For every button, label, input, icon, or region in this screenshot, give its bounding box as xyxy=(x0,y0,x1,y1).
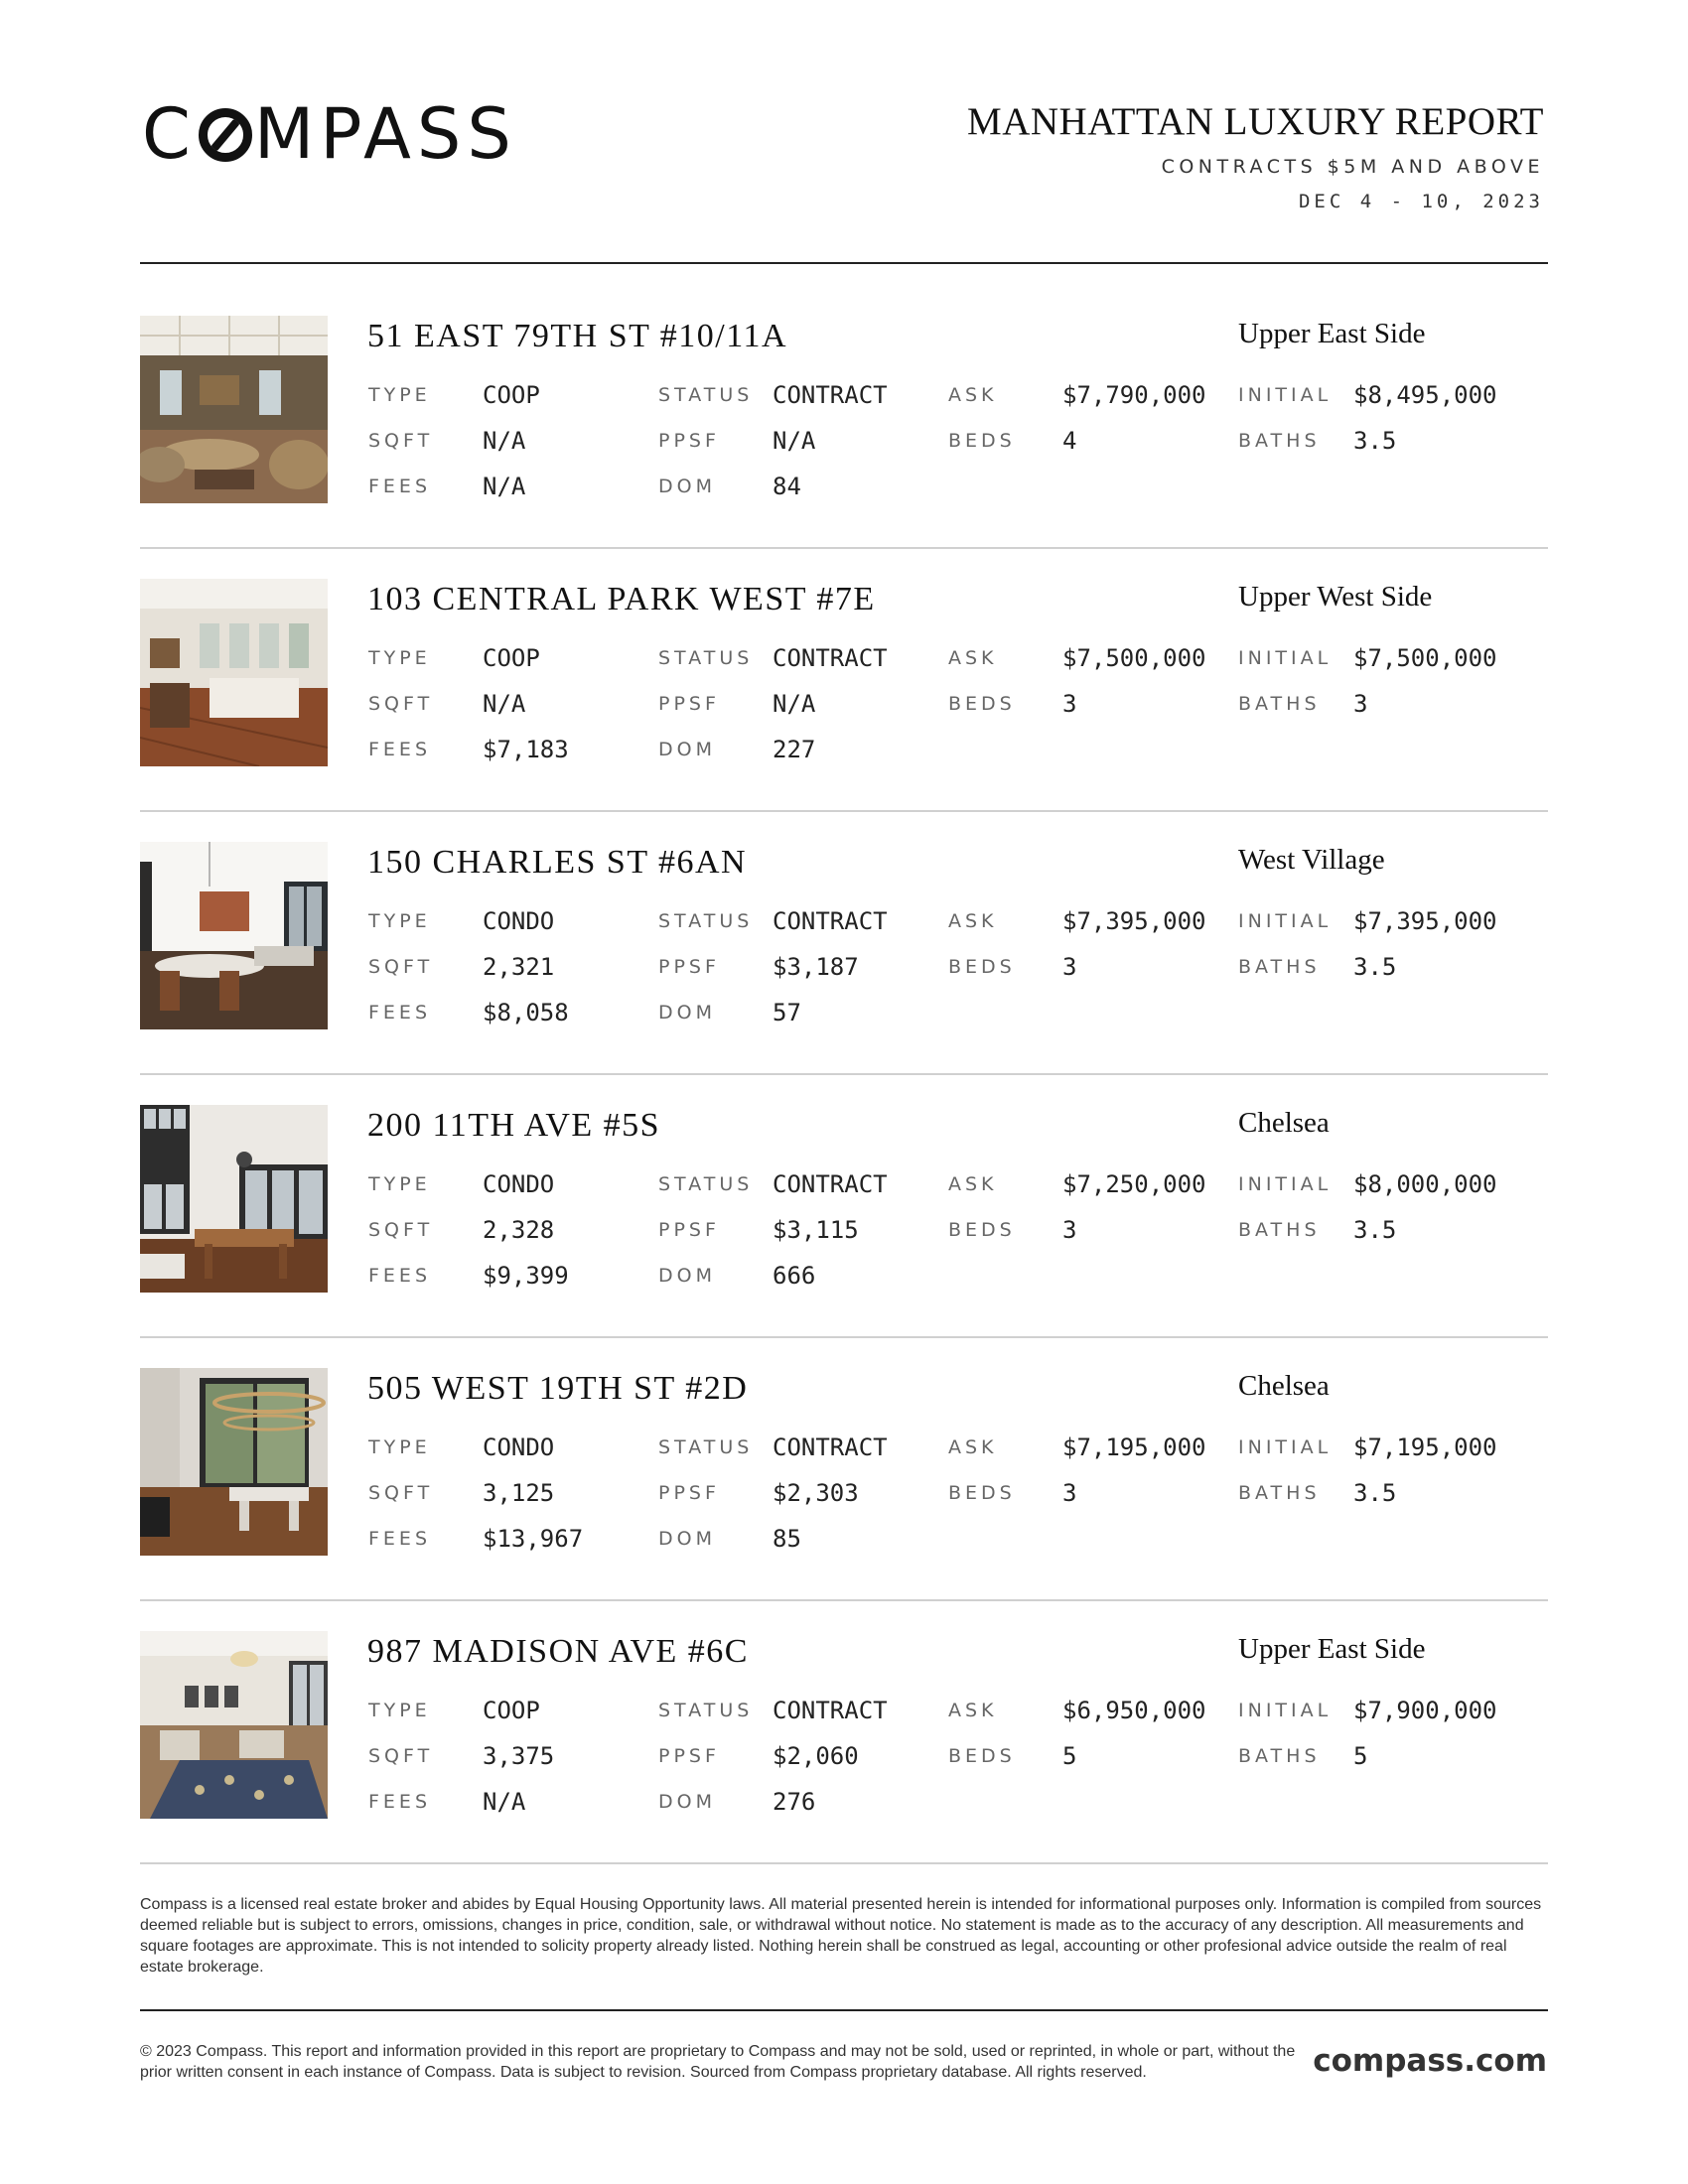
baths-value: 3.5 xyxy=(1353,427,1397,455)
type-label: TYPE xyxy=(368,1173,431,1195)
ask-label: ASK xyxy=(948,384,998,406)
ppsf-label: PPSF xyxy=(658,956,720,978)
fees-value: $8,058 xyxy=(483,999,569,1026)
ask-value: $7,500,000 xyxy=(1062,644,1206,672)
beds-value: 3 xyxy=(1062,1216,1077,1244)
listing-address: 103 CENTRAL PARK WEST #7E xyxy=(367,581,876,617)
sqft-label: SQFT xyxy=(368,1482,434,1504)
status-label: STATUS xyxy=(658,910,754,932)
sqft-label: SQFT xyxy=(368,956,434,978)
fees-label: FEES xyxy=(368,1002,431,1024)
ppsf-value: N/A xyxy=(773,690,816,718)
ppsf-label: PPSF xyxy=(658,1745,720,1767)
baths-value: 3.5 xyxy=(1353,1479,1397,1507)
listing-photo xyxy=(140,1105,328,1293)
beds-label: BEDS xyxy=(948,1745,1016,1767)
status-value: CONTRACT xyxy=(773,907,888,935)
beds-value: 3 xyxy=(1062,1479,1077,1507)
listing-address: 150 CHARLES ST #6AN xyxy=(367,844,748,881)
ask-label: ASK xyxy=(948,1173,998,1195)
dom-label: DOM xyxy=(658,739,716,760)
dom-value: 276 xyxy=(773,1788,816,1816)
fees-label: FEES xyxy=(368,739,431,760)
baths-label: BATHS xyxy=(1238,956,1321,978)
sqft-value: N/A xyxy=(483,427,526,455)
initial-label: INITIAL xyxy=(1238,647,1333,669)
sqft-label: SQFT xyxy=(368,693,434,715)
listing-photo xyxy=(140,842,328,1029)
sqft-value: 3,375 xyxy=(483,1742,555,1770)
sqft-value: 2,321 xyxy=(483,953,555,981)
initial-label: INITIAL xyxy=(1238,384,1333,406)
fees-value: $13,967 xyxy=(483,1525,584,1553)
copyright-text: © 2023 Compass. This report and information provided in this report are proprietary to Compass and may not be sold, used or reprinted, in whole or part, without the prior written consent in each instance of Compass. Data is subject to revision. Sourced from Compass proprietary database. All rights reserved. xyxy=(140,2043,1296,2081)
sqft-value: 2,328 xyxy=(483,1216,555,1244)
listing-card xyxy=(140,579,1548,767)
initial-value: $7,195,000 xyxy=(1353,1433,1497,1461)
fees-value: N/A xyxy=(483,1788,526,1816)
ask-label: ASK xyxy=(948,647,998,669)
listing-card xyxy=(140,1631,1548,1820)
listing-card xyxy=(140,316,1548,504)
status-value: CONTRACT xyxy=(773,644,888,672)
listing-neighborhood: Upper East Side xyxy=(1238,1633,1426,1665)
beds-label: BEDS xyxy=(948,1482,1016,1504)
baths-value: 3.5 xyxy=(1353,953,1397,981)
listing-neighborhood: Upper East Side xyxy=(1238,318,1426,349)
initial-value: $7,500,000 xyxy=(1353,644,1497,672)
ppsf-label: PPSF xyxy=(658,430,720,452)
ppsf-label: PPSF xyxy=(658,1482,720,1504)
beds-label: BEDS xyxy=(948,693,1016,715)
ask-label: ASK xyxy=(948,1700,998,1721)
type-value: COOP xyxy=(483,1697,540,1724)
initial-label: INITIAL xyxy=(1238,910,1333,932)
fees-label: FEES xyxy=(368,1528,431,1550)
type-label: TYPE xyxy=(368,1436,431,1458)
dom-label: DOM xyxy=(658,1002,716,1024)
fees-value: $9,399 xyxy=(483,1262,569,1290)
ppsf-value: $2,303 xyxy=(773,1479,859,1507)
type-value: CONDO xyxy=(483,907,555,935)
beds-value: 3 xyxy=(1062,953,1077,981)
baths-label: BATHS xyxy=(1238,1482,1321,1504)
initial-value: $7,395,000 xyxy=(1353,907,1497,935)
ppsf-label: PPSF xyxy=(658,1219,720,1241)
initial-value: $7,900,000 xyxy=(1353,1697,1497,1724)
listing-divider xyxy=(140,810,1548,812)
footer-divider xyxy=(140,2009,1548,2011)
dom-value: 57 xyxy=(773,999,801,1026)
dom-label: DOM xyxy=(658,1265,716,1287)
compass-logo-o-icon xyxy=(199,108,252,162)
dom-value: 85 xyxy=(773,1525,801,1553)
listing-photo xyxy=(140,1368,328,1556)
ask-value: $7,250,000 xyxy=(1062,1170,1206,1198)
status-label: STATUS xyxy=(658,1436,754,1458)
baths-value: 5 xyxy=(1353,1742,1368,1770)
dom-label: DOM xyxy=(658,1791,716,1813)
type-value: COOP xyxy=(483,381,540,409)
listing-card xyxy=(140,1368,1548,1557)
initial-label: INITIAL xyxy=(1238,1700,1333,1721)
type-label: TYPE xyxy=(368,647,431,669)
initial-value: $8,495,000 xyxy=(1353,381,1497,409)
listing-address: 51 EAST 79TH ST #10/11A xyxy=(367,318,788,354)
baths-value: 3 xyxy=(1353,690,1368,718)
listing-card xyxy=(140,842,1548,1030)
ask-value: $6,950,000 xyxy=(1062,1697,1206,1724)
listing-photo xyxy=(140,579,328,766)
website-link[interactable]: compass.com xyxy=(1313,2043,1547,2079)
dom-value: 84 xyxy=(773,473,801,500)
status-label: STATUS xyxy=(658,384,754,406)
ppsf-value: N/A xyxy=(773,427,816,455)
type-value: CONDO xyxy=(483,1170,555,1198)
type-label: TYPE xyxy=(368,1700,431,1721)
listing-photo xyxy=(140,316,328,503)
sqft-value: 3,125 xyxy=(483,1479,555,1507)
listing-neighborhood: Chelsea xyxy=(1238,1107,1330,1139)
fees-label: FEES xyxy=(368,1265,431,1287)
status-label: STATUS xyxy=(658,1700,754,1721)
report-subtitle: CONTRACTS $5M AND ABOVE xyxy=(1161,156,1544,178)
status-label: STATUS xyxy=(658,1173,754,1195)
listing-divider xyxy=(140,1599,1548,1601)
type-value: COOP xyxy=(483,644,540,672)
listing-address: 200 11TH AVE #5S xyxy=(367,1107,661,1144)
sqft-label: SQFT xyxy=(368,1219,434,1241)
header-divider xyxy=(140,262,1548,264)
ask-value: $7,790,000 xyxy=(1062,381,1206,409)
ppsf-value: $2,060 xyxy=(773,1742,859,1770)
beds-value: 3 xyxy=(1062,690,1077,718)
status-value: CONTRACT xyxy=(773,1433,888,1461)
baths-label: BATHS xyxy=(1238,693,1321,715)
status-value: CONTRACT xyxy=(773,381,888,409)
dom-label: DOM xyxy=(658,476,716,497)
listing-divider xyxy=(140,1862,1548,1864)
compass-logo: C MPASS xyxy=(142,93,517,175)
sqft-label: SQFT xyxy=(368,430,434,452)
beds-value: 5 xyxy=(1062,1742,1077,1770)
status-label: STATUS xyxy=(658,647,754,669)
beds-label: BEDS xyxy=(948,1219,1016,1241)
ppsf-value: $3,115 xyxy=(773,1216,859,1244)
fees-label: FEES xyxy=(368,1791,431,1813)
listing-photo xyxy=(140,1631,328,1819)
disclaimer-text: Compass is a licensed real estate broker and abides by Equal Housing Opportunity laws. All material presented herein is intended for informational purposes only. Information is compiled from sources deemed reliable but is subject to errors, omissions, changes in price, condition, sale, or withdrawal without notice. No statement is made as to the accuracy of any description. All measurements and square footages are approximate. This is not intended to solicity property already listed. Nothing herein shall be construed as legal, accounting or other profesional advice outside the realm of real estate brokerage. xyxy=(140,1896,1542,1976)
baths-label: BATHS xyxy=(1238,1745,1321,1767)
initial-label: INITIAL xyxy=(1238,1436,1333,1458)
sqft-label: SQFT xyxy=(368,1745,434,1767)
status-value: CONTRACT xyxy=(773,1170,888,1198)
listing-neighborhood: West Village xyxy=(1238,844,1385,876)
ppsf-value: $3,187 xyxy=(773,953,859,981)
dom-value: 666 xyxy=(773,1262,816,1290)
baths-label: BATHS xyxy=(1238,1219,1321,1241)
listing-address: 987 MADISON AVE #6C xyxy=(367,1633,749,1670)
ask-value: $7,195,000 xyxy=(1062,1433,1206,1461)
listing-address: 505 WEST 19TH ST #2D xyxy=(367,1370,749,1407)
report-title: MANHATTAN LUXURY REPORT xyxy=(967,100,1544,143)
status-value: CONTRACT xyxy=(773,1697,888,1724)
fees-value: $7,183 xyxy=(483,736,569,763)
listing-divider xyxy=(140,547,1548,549)
fees-value: N/A xyxy=(483,473,526,500)
report-date-range: DEC 4 - 10, 2023 xyxy=(1298,191,1544,212)
beds-label: BEDS xyxy=(948,430,1016,452)
listing-divider xyxy=(140,1073,1548,1075)
type-label: TYPE xyxy=(368,384,431,406)
ask-label: ASK xyxy=(948,910,998,932)
baths-label: BATHS xyxy=(1238,430,1321,452)
ask-label: ASK xyxy=(948,1436,998,1458)
dom-label: DOM xyxy=(658,1528,716,1550)
type-label: TYPE xyxy=(368,910,431,932)
fees-label: FEES xyxy=(368,476,431,497)
baths-value: 3.5 xyxy=(1353,1216,1397,1244)
ask-value: $7,395,000 xyxy=(1062,907,1206,935)
listing-divider xyxy=(140,1336,1548,1338)
beds-value: 4 xyxy=(1062,427,1077,455)
listing-card xyxy=(140,1105,1548,1294)
sqft-value: N/A xyxy=(483,690,526,718)
initial-label: INITIAL xyxy=(1238,1173,1333,1195)
type-value: CONDO xyxy=(483,1433,555,1461)
beds-label: BEDS xyxy=(948,956,1016,978)
listing-neighborhood: Upper West Side xyxy=(1238,581,1433,613)
dom-value: 227 xyxy=(773,736,816,763)
ppsf-label: PPSF xyxy=(658,693,720,715)
listing-neighborhood: Chelsea xyxy=(1238,1370,1330,1402)
initial-value: $8,000,000 xyxy=(1353,1170,1497,1198)
